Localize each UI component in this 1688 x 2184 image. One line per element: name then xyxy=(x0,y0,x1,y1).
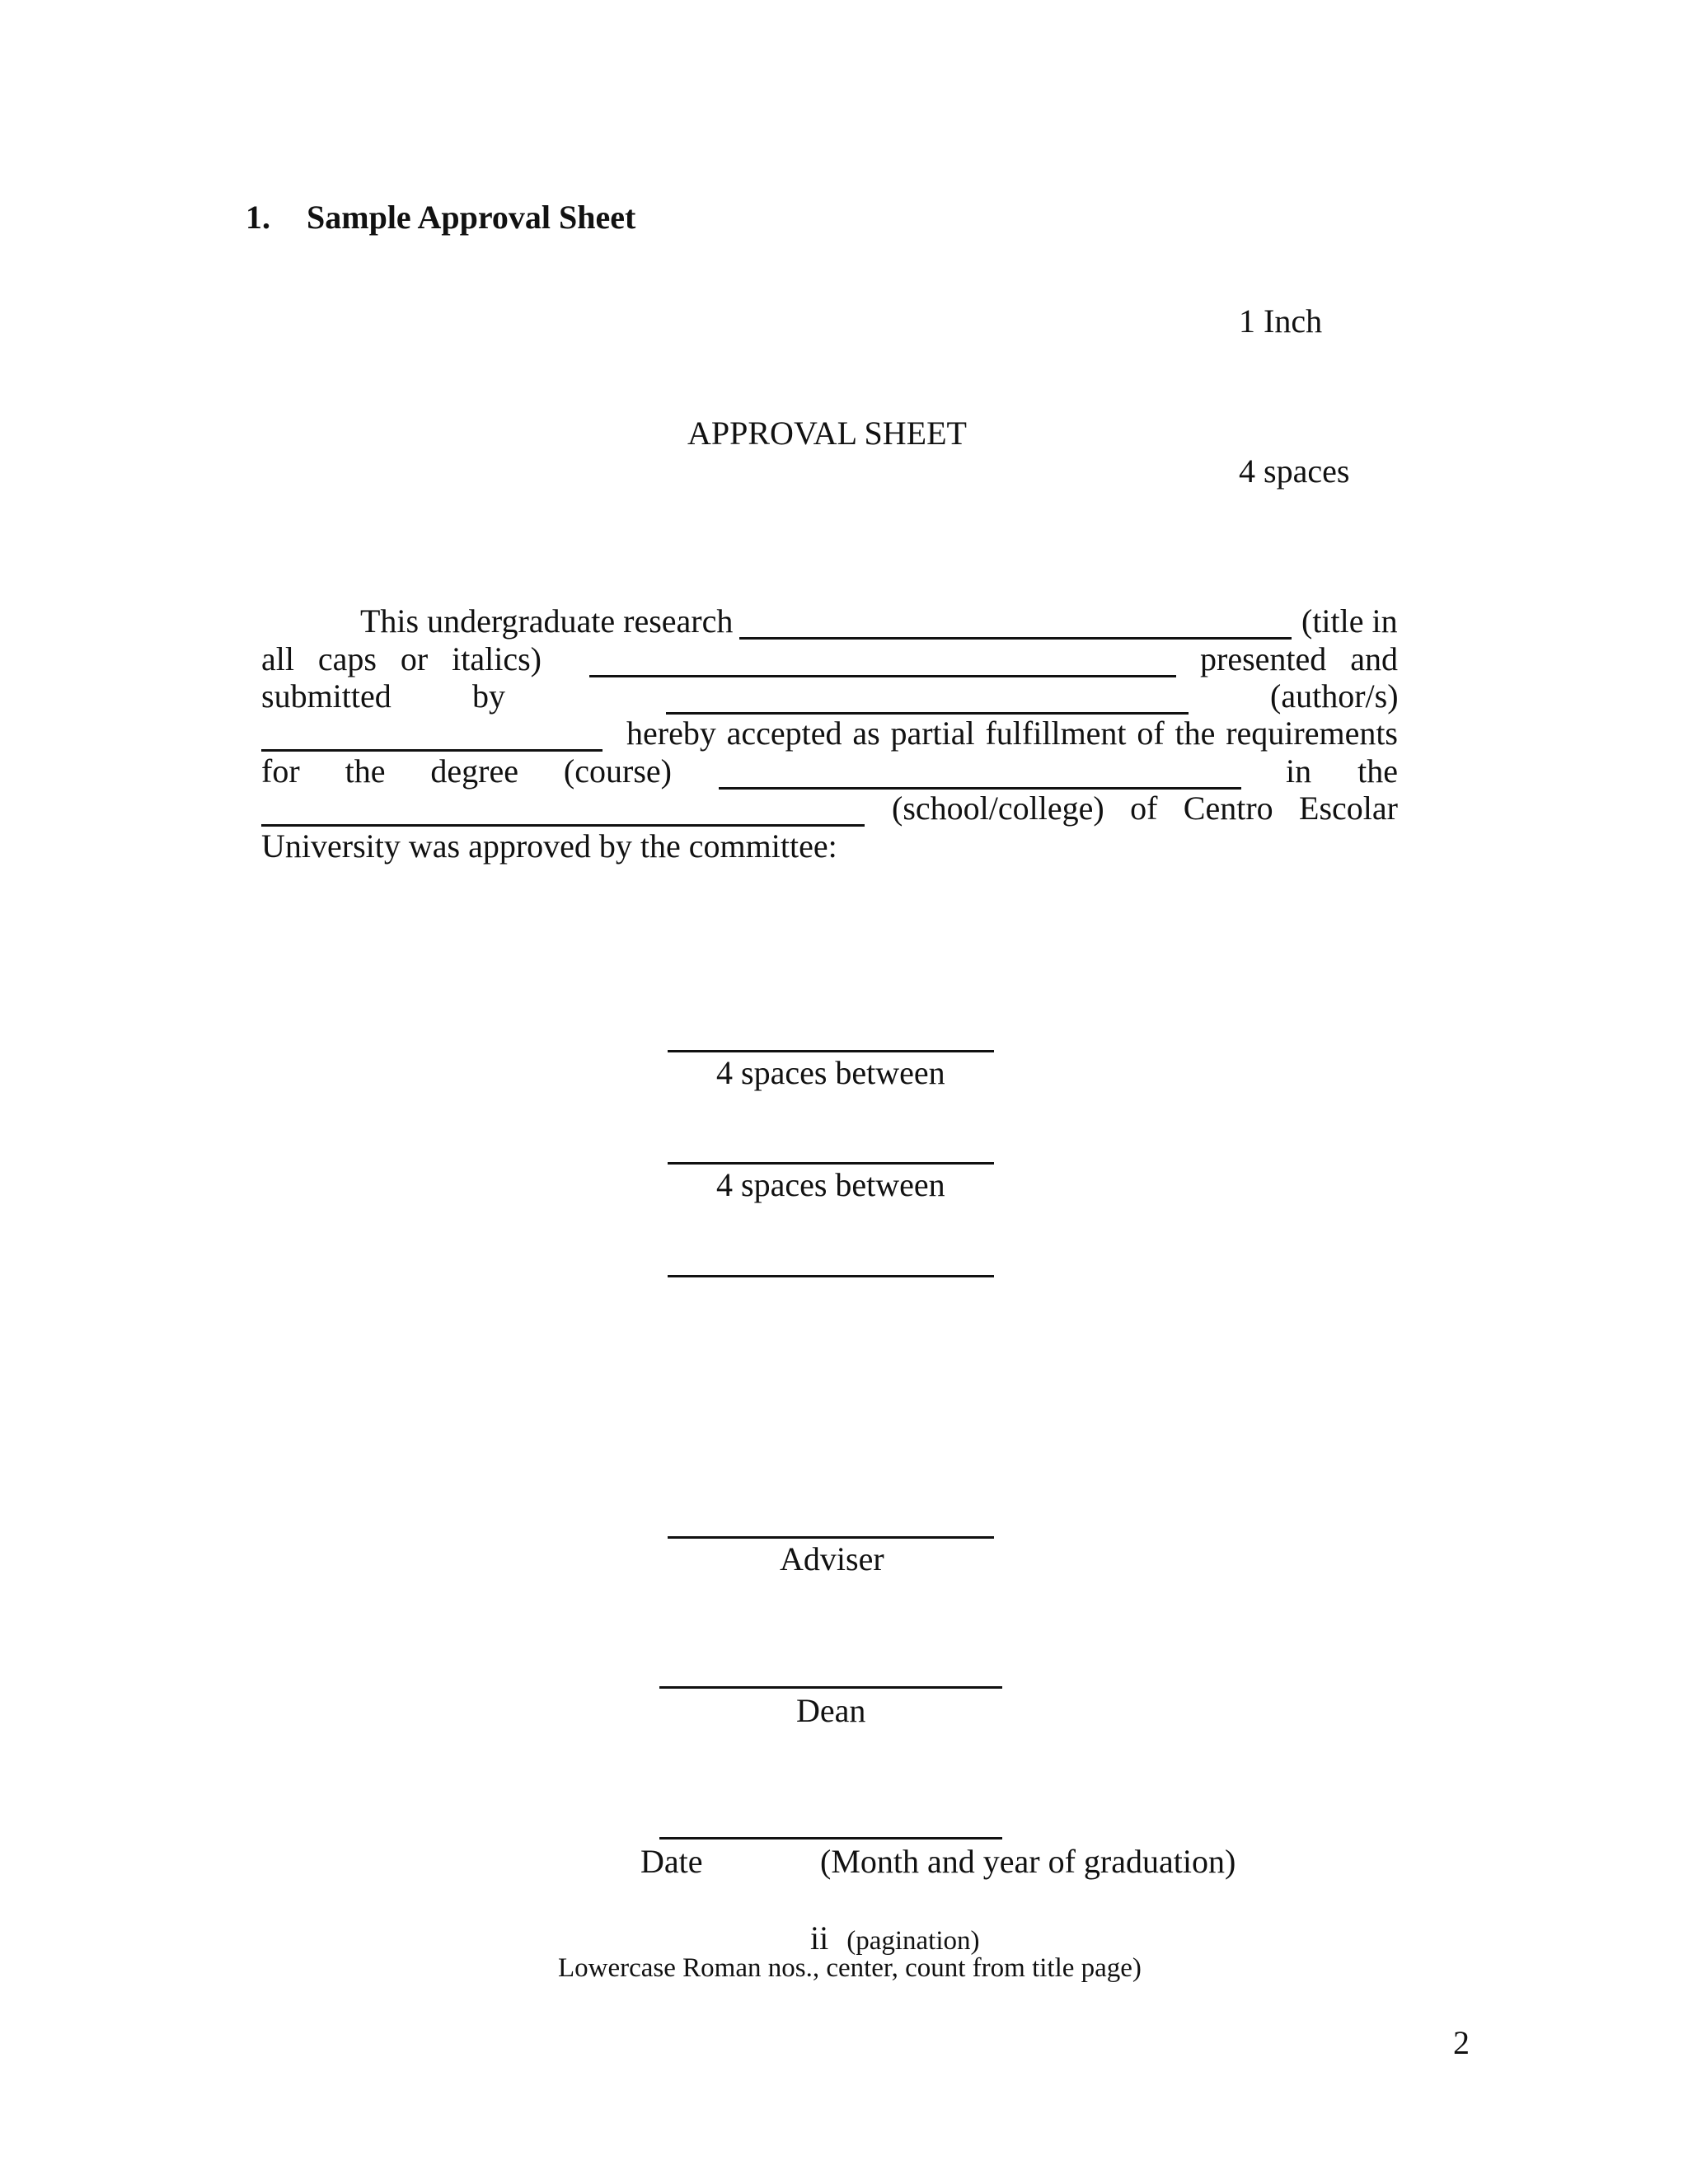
body-line-2: all caps or italics) xyxy=(261,640,542,677)
blank-line-2 xyxy=(589,675,1176,677)
committee-signature-line-3 xyxy=(668,1275,994,1277)
committee-spacing-note-2: 4 spaces between xyxy=(716,1166,945,1203)
date-signature-line xyxy=(659,1837,1002,1840)
pagination-label: (pagination) xyxy=(846,1926,980,1956)
committee-signature-line-2 xyxy=(668,1162,994,1165)
adviser-signature-line xyxy=(668,1536,994,1539)
committee-signature-line-1 xyxy=(668,1050,994,1052)
body-line-3: submitted by xyxy=(261,677,505,715)
body-line-1-end: (title in xyxy=(1301,602,1398,640)
spacing-note: 4 spaces xyxy=(1239,452,1350,490)
section-heading xyxy=(246,201,635,234)
section-title: Sample Approval Sheet xyxy=(307,199,636,236)
school-blank xyxy=(261,824,865,827)
pagination-example xyxy=(810,1919,980,1957)
body-line-5-end: in the xyxy=(1286,752,1398,790)
body-line-3-end: (author/s) xyxy=(1270,677,1399,715)
body-line-7: University was approved by the committee: xyxy=(261,827,837,865)
date-label: Date xyxy=(640,1843,703,1880)
committee-spacing-note-1: 4 spaces between xyxy=(716,1054,945,1091)
pagination-note: Lowercase Roman nos., center, count from title page) xyxy=(558,1953,1142,1983)
dean-signature-line xyxy=(659,1686,1002,1689)
body-line-4: hereby accepted as partial fulfillment of the requirements xyxy=(626,715,1398,752)
section-number: 1. xyxy=(246,199,270,236)
body-line-2-end: presented and xyxy=(1200,640,1398,677)
body-line-5: for the degree (course) xyxy=(261,752,672,790)
adviser-label: Adviser xyxy=(780,1540,884,1577)
page-number: 2 xyxy=(1453,2024,1470,2061)
pagination-numeral: ii xyxy=(810,1919,829,1957)
blank-line-4 xyxy=(261,749,603,752)
dean-label: Dean xyxy=(796,1692,866,1729)
title-blank xyxy=(739,637,1292,640)
date-note: (Month and year of graduation) xyxy=(820,1843,1236,1880)
body-line-6: (school/college) of Centro Escolar xyxy=(892,790,1398,827)
margin-note: 1 Inch xyxy=(1239,302,1323,340)
body-line-1-start: This undergraduate research xyxy=(360,602,734,640)
sheet-title: APPROVAL SHEET xyxy=(687,415,967,452)
